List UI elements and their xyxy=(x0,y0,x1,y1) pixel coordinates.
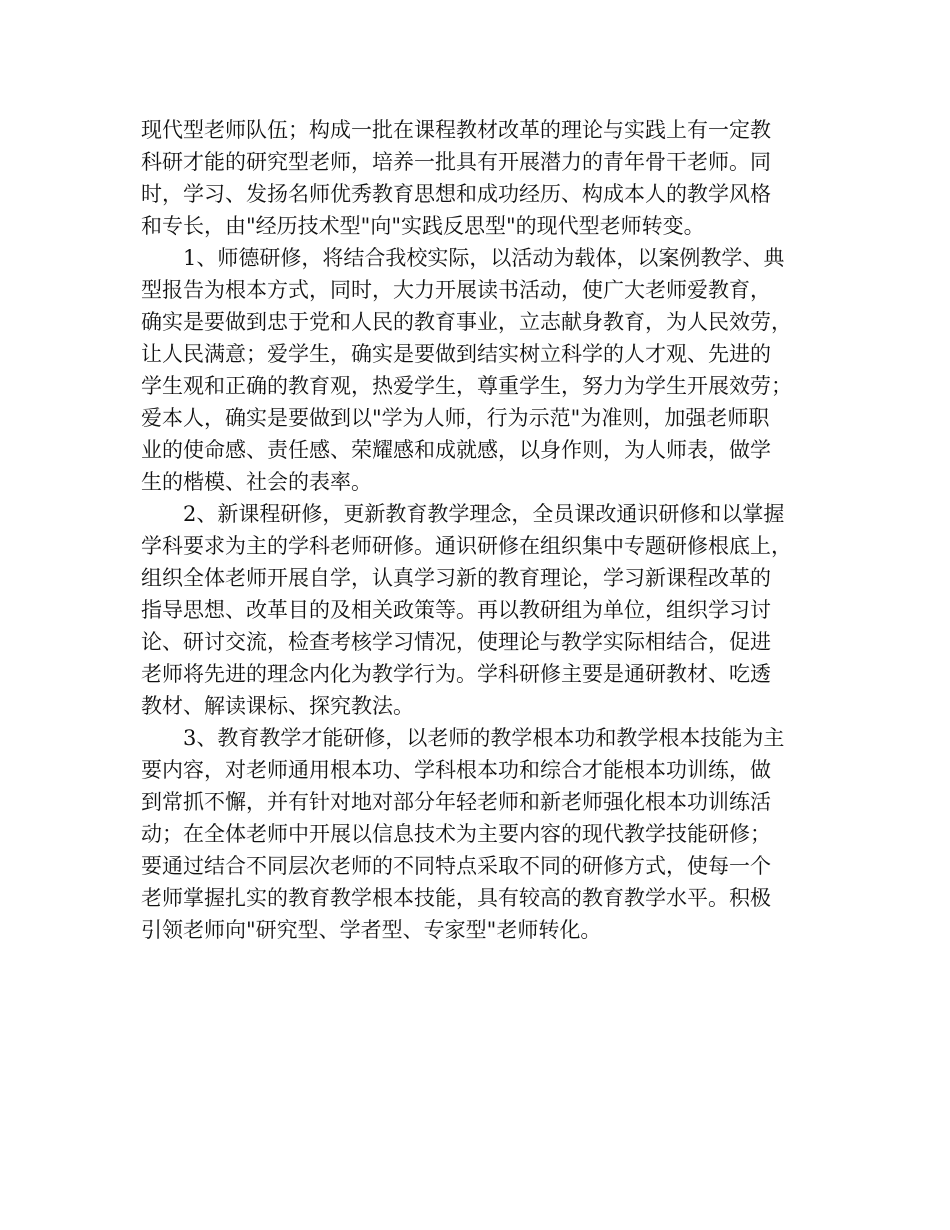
text-line: 老师掌握扎实的教育教学根本技能，具有较高的教育教学水平。积极 xyxy=(141,886,771,910)
text-line: 到常抓不懈，并有针对地对部分年轻老师和新老师强化根本功训练活 xyxy=(141,790,771,814)
text-line: 3、教育教学才能研修，以老师的教学根本功和教学根本技能为主 xyxy=(183,726,785,750)
paragraph-item-3 xyxy=(141,722,821,946)
text-line: 动；在全体老师中开展以信息技术为主要内容的现代教学技能研修； xyxy=(141,822,771,846)
text-line: 论、研讨交流，检查考核学习情况，使理论与教学实际相结合，促进 xyxy=(141,630,771,654)
text-line: 指导思想、改革目的及相关政策等。再以教研组为单位，组织学习讨 xyxy=(141,598,771,622)
text-line: 时，学习、发扬名师优秀教育思想和成功经历、构成本人的教学风格 xyxy=(141,182,771,206)
text-line: 学科要求为主的学科老师研修。通识研修在组织集中专题研修根底上， xyxy=(141,534,792,558)
document-body xyxy=(141,114,821,946)
text-line: 科研才能的研究型老师，培养一批具有开展潜力的青年骨干老师。同 xyxy=(141,150,771,174)
text-line: 要内容，对老师通用根本功、学科根本功和综合才能根本功训练，做 xyxy=(141,758,771,782)
text-line: 1、师德研修，将结合我校实际，以活动为载体，以案例教学、典 xyxy=(183,246,785,270)
text-line: 和专长，由"经历技术型"向"实践反思型"的现代型老师转变。 xyxy=(141,214,705,238)
text-line: 型报告为根本方式，同时，大力开展读书活动，使广大老师爱教育， xyxy=(141,278,771,302)
text-line: 引领老师向"研究型、学者型、专家型"老师转化。 xyxy=(141,918,602,942)
text-line: 教材、解读课标、探究教法。 xyxy=(141,694,414,718)
paragraph-item-2 xyxy=(141,498,821,722)
paragraph-intro xyxy=(141,114,821,242)
text-line: 爱本人，确实是要做到以"学为人师，行为示范"为准则，加强老师职 xyxy=(141,406,770,430)
text-line: 确实是要做到忠于党和人民的教育事业，立志献身教育，为人民效劳， xyxy=(141,310,792,334)
text-line: 生的楷模、社会的表率。 xyxy=(141,470,372,494)
text-line: 让人民满意；爱学生，确实是要做到结实树立科学的人才观、先进的 xyxy=(141,342,771,366)
text-line: 学生观和正确的教育观，热爱学生，尊重学生，努力为学生开展效劳； xyxy=(141,374,792,398)
text-line: 2、新课程研修，更新教育教学理念，全员课改通识研修和以掌握 xyxy=(183,502,785,526)
text-line: 现代型老师队伍；构成一批在课程教材改革的理论与实践上有一定教 xyxy=(141,118,771,142)
paragraph-item-1 xyxy=(141,242,821,498)
text-line: 要通过结合不同层次老师的不同特点采取不同的研修方式，使每一个 xyxy=(141,854,771,878)
text-line: 老师将先进的理念内化为教学行为。学科研修主要是通研教材、吃透 xyxy=(141,662,771,686)
text-line: 组织全体老师开展自学，认真学习新的教育理论，学习新课程改革的 xyxy=(141,566,771,590)
text-line: 业的使命感、责任感、荣耀感和成就感，以身作则，为人师表，做学 xyxy=(141,438,771,462)
